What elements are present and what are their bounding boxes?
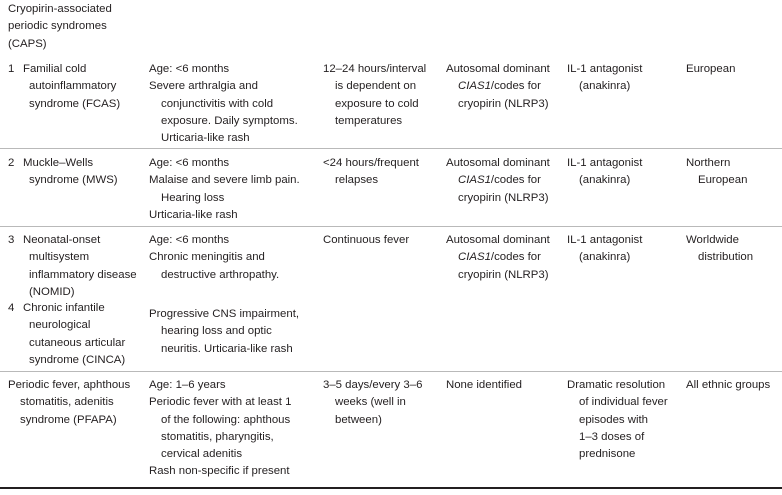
gene-name: CIAS1: [458, 80, 491, 93]
ethnicity-line: European: [698, 174, 748, 187]
syndrome-name-nomid: [8, 232, 143, 301]
genetics-fcas: [446, 61, 561, 113]
duration-line: relapses: [335, 174, 379, 187]
name-line: syndrome (PFAPA): [20, 413, 117, 426]
feature-line: exposure. Daily symptoms.: [161, 114, 298, 127]
genetics-mws: [446, 155, 561, 207]
genetics-pfapa: [446, 377, 561, 394]
name-line: syndrome (MWS): [29, 174, 118, 187]
feature-line: Severe arthralgia and: [149, 80, 258, 93]
table-bottom-rule: [0, 487, 782, 489]
caps-group-heading: [8, 1, 148, 53]
syndrome-name-fcas: [8, 61, 143, 113]
treatment-line: (anakinra): [579, 251, 631, 264]
features-nomid: [149, 232, 314, 284]
gene-name: CIAS1: [458, 174, 491, 187]
name-line: Chronic infantile: [23, 302, 105, 314]
treatment-line: prednisone: [579, 448, 636, 461]
duration-line: temperatures: [335, 114, 403, 127]
treatment-line: IL-1 antagonist: [567, 63, 643, 75]
duration-line: is dependent on: [335, 80, 417, 93]
treatment-mws: [567, 155, 677, 190]
feature-line: Hearing loss: [161, 191, 225, 204]
ethnicity-line: Northern: [686, 157, 731, 169]
duration-nomid: [323, 232, 443, 249]
row-number: 2: [8, 157, 15, 169]
genetics-line: None identified: [446, 379, 522, 391]
caps-heading-line: periodic syndromes: [8, 20, 107, 33]
feature-line: Chronic meningitis and: [149, 251, 265, 264]
gene-note: /codes for: [490, 174, 541, 187]
ethnicity-line: All ethnic groups: [686, 379, 771, 391]
ethnicity-line: Worldwide: [686, 234, 739, 246]
feature-line: of the following: aphthous: [161, 413, 291, 426]
name-line: neurological: [29, 319, 91, 332]
ethnicity-line: European: [686, 63, 736, 75]
features-mws: [149, 155, 314, 224]
caps-heading-line: (CAPS): [8, 37, 47, 50]
treatment-line: of individual fever: [579, 396, 668, 409]
genetics-line: Autosomal dominant: [446, 157, 550, 169]
feature-line: Periodic fever with at least 1: [149, 396, 292, 409]
ethnicity-nomid: [686, 232, 781, 267]
treatment-pfapa: [567, 377, 679, 463]
feature-line: Age: 1–6 years: [149, 379, 226, 391]
treatment-line: IL-1 antagonist: [567, 234, 643, 246]
feature-line: stomatitis, pharyngitis,: [161, 430, 274, 443]
feature-line: conjunctivitis with cold: [161, 97, 274, 110]
name-line: syndrome (FCAS): [29, 97, 121, 110]
ethnicity-pfapa: [686, 377, 781, 394]
genetics-line: cryopirin (NLRP3): [458, 97, 549, 110]
duration-line: between): [335, 413, 382, 426]
treatment-line: (anakinra): [579, 174, 631, 187]
features-fcas: [149, 61, 309, 147]
feature-line: Age: <6 months: [149, 63, 230, 75]
treatment-fcas: [567, 61, 677, 96]
genetics-nomid: [446, 232, 561, 284]
treatment-line: (anakinra): [579, 80, 631, 93]
gene-note: /codes for: [490, 80, 541, 93]
genetics-line: cryopirin (NLRP3): [458, 268, 549, 281]
ethnicity-line: distribution: [698, 251, 754, 264]
row-divider: [0, 148, 782, 149]
name-line: Periodic fever, aphthous: [8, 379, 131, 391]
gene-name: CIAS1: [458, 251, 491, 264]
caps-heading-line: Cryopirin-associated: [8, 3, 112, 15]
feature-line: Rash non-specific if present: [149, 465, 290, 478]
duration-line: <24 hours/frequent: [323, 157, 419, 169]
duration-line: 12–24 hours/interval: [323, 63, 427, 75]
features-cinca: [149, 306, 314, 358]
name-line: Familial cold: [23, 63, 87, 75]
name-line: syndrome (CINCA): [29, 353, 126, 366]
treatment-line: 1–3 doses of: [579, 430, 645, 443]
feature-line: Malaise and severe limb pain.: [149, 174, 300, 187]
feature-line: Urticaria-like rash: [149, 208, 238, 221]
ethnicity-fcas: [686, 61, 781, 78]
duration-pfapa: [323, 377, 443, 429]
name-line: inflammatory disease: [29, 268, 137, 281]
treatment-nomid: [567, 232, 677, 267]
feature-line: neuritis. Urticaria-like rash: [161, 342, 293, 355]
feature-line: Progressive CNS impairment,: [149, 308, 300, 320]
feature-line: cervical adenitis: [161, 448, 243, 461]
name-line: (NOMID): [29, 285, 75, 298]
name-line: Neonatal-onset: [23, 234, 101, 246]
name-line: stomatitis, adenitis: [20, 396, 114, 409]
name-line: autoinflammatory: [29, 80, 117, 93]
treatment-line: Dramatic resolution: [567, 379, 666, 391]
syndrome-name-cinca: [8, 300, 143, 369]
feature-line: hearing loss and optic: [161, 325, 272, 338]
row-divider: [0, 226, 782, 227]
feature-line: Age: <6 months: [149, 234, 230, 246]
row-divider: [0, 371, 782, 372]
genetics-line: Autosomal dominant: [446, 63, 550, 75]
duration-line: 3–5 days/every 3–6: [323, 379, 423, 391]
treatment-line: episodes with: [579, 413, 649, 426]
duration-line: exposure to cold: [335, 97, 419, 110]
name-line: multisystem: [29, 251, 90, 264]
duration-line: Continuous fever: [323, 234, 410, 246]
gene-note: /codes for: [490, 251, 541, 264]
genetics-line: Autosomal dominant: [446, 234, 550, 246]
feature-line: destructive arthropathy.: [161, 268, 280, 281]
name-line: cutaneous articular: [29, 336, 126, 349]
feature-line: Age: <6 months: [149, 157, 230, 169]
syndrome-name-pfapa: [8, 377, 148, 429]
features-pfapa: [149, 377, 319, 481]
row-number: 1: [8, 63, 15, 75]
feature-line: Urticaria-like rash: [161, 132, 250, 145]
ethnicity-mws: [686, 155, 781, 190]
treatment-line: IL-1 antagonist: [567, 157, 643, 169]
syndrome-name-mws: [8, 155, 143, 190]
row-number: 4: [8, 302, 15, 314]
duration-line: weeks (well in: [335, 396, 406, 409]
duration-fcas: [323, 61, 443, 130]
genetics-line: cryopirin (NLRP3): [458, 191, 549, 204]
name-line: Muckle–Wells: [23, 157, 94, 169]
duration-mws: [323, 155, 443, 190]
row-number: 3: [8, 234, 15, 246]
